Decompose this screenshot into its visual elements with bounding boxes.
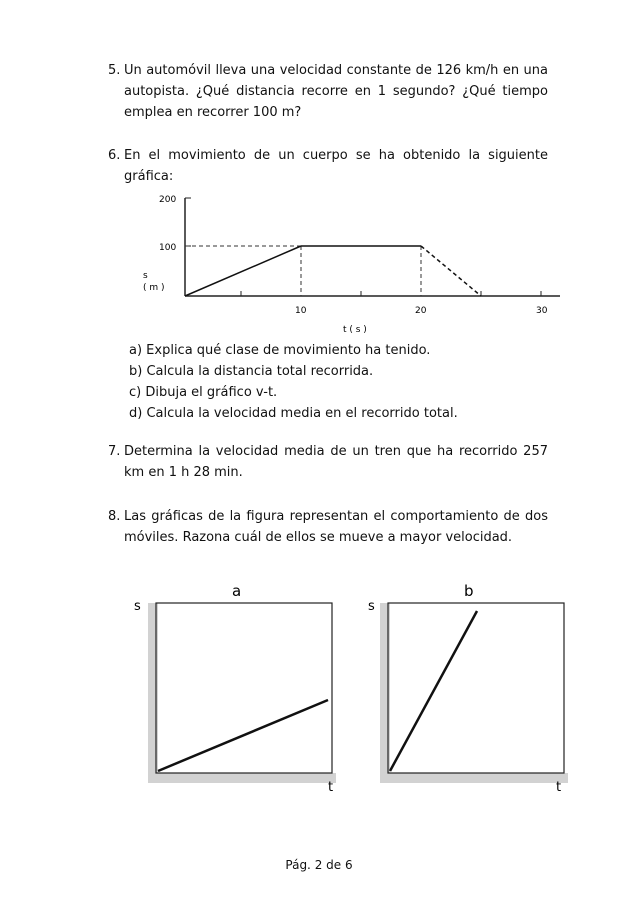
subquestion-d: d) Calcula la velocidad media en el recorrido total. xyxy=(129,406,458,421)
plot-frame xyxy=(156,603,332,773)
y-tick-label: 200 xyxy=(159,195,177,205)
y-axis-label: s xyxy=(368,599,375,614)
graph-title: b xyxy=(464,582,474,600)
page-number: Pág. 2 de 6 xyxy=(285,858,353,872)
x-tick-label: 10 xyxy=(295,306,307,316)
subquestion-a: a) Explica qué clase de movimiento ha tenido. xyxy=(129,343,431,358)
question-number: 6. xyxy=(108,148,121,163)
y-axis-label: s xyxy=(134,599,141,614)
question-8 xyxy=(108,506,548,548)
graph-b xyxy=(360,578,575,793)
question-text: En el movimiento de un cuerpo se ha obtenido la siguiente gráfica: xyxy=(124,148,548,184)
data-segment xyxy=(185,246,301,296)
question-number: 7. xyxy=(108,444,121,459)
data-line xyxy=(390,611,477,771)
question-number: 8. xyxy=(108,509,121,524)
x-tick-label: 30 xyxy=(536,306,548,316)
position-time-graph xyxy=(115,178,575,338)
question-7 xyxy=(108,441,548,483)
graph-a xyxy=(128,578,343,793)
data-segment xyxy=(421,246,481,296)
x-axis-label: t ( s ) xyxy=(343,325,367,335)
subquestion-c: c) Dibuja el gráfico v-t. xyxy=(129,385,278,400)
shaded-axis-band xyxy=(380,773,568,783)
question-number: 5. xyxy=(108,63,121,78)
shaded-axis-band xyxy=(148,773,336,783)
question-text: Determina la velocidad media de un tren que ha recorrido 257 km en 1 h 28 min. xyxy=(124,444,548,480)
y-axis-label: s ( m ) xyxy=(143,271,165,293)
subquestion-b: b) Calcula la distancia total recorrida. xyxy=(129,364,374,379)
x-tick-label: 20 xyxy=(415,306,427,316)
graph-title: a xyxy=(232,582,242,600)
plot-frame xyxy=(388,603,564,773)
question-text: Un automóvil lleva una velocidad constante de 126 km/h en una autopista. ¿Qué distancia recorre en 1 segundo? ¿Qué tiempo emplea en recorrer 100 m? xyxy=(124,63,548,120)
question-text: Las gráficas de la figura representan el comportamiento de dos móviles. Razona cuál de ellos se mueve a mayor velocidad. xyxy=(124,509,548,545)
y-tick-label: 100 xyxy=(159,243,177,253)
x-axis-label: t xyxy=(328,780,334,793)
data-line xyxy=(158,700,328,771)
question-5 xyxy=(108,60,548,123)
x-axis-label: t xyxy=(556,780,562,793)
